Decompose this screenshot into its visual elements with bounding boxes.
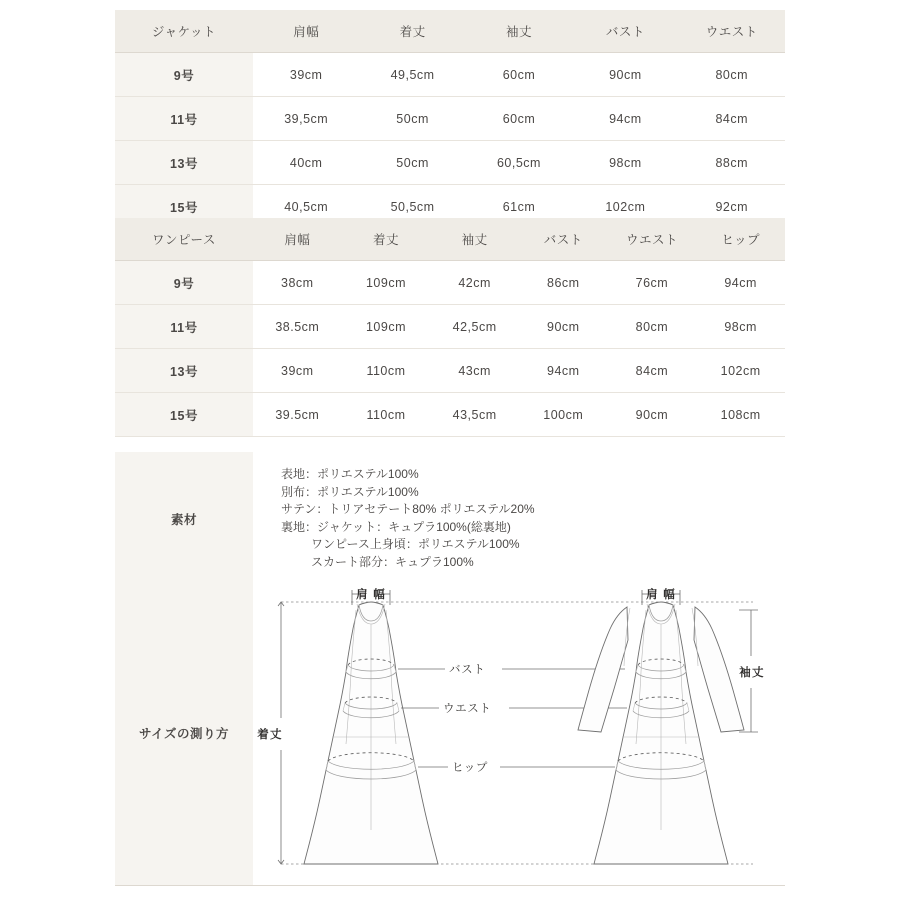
dress-cell-waist: 84cm <box>608 349 697 393</box>
jacket-row-size: 15号 <box>115 185 253 229</box>
left-figure-sleeveless-dress <box>257 587 438 864</box>
material-line-indented: ワンピース上身頃：ポリエステル100% <box>311 537 520 551</box>
table-row <box>115 393 785 437</box>
dress-cell-shoulder: 38cm <box>253 261 342 305</box>
left-shoulder-width-label: 肩 幅 <box>356 589 386 601</box>
center-label-waist: ウエスト <box>443 703 492 715</box>
jacket-table-body <box>115 53 785 229</box>
jacket-cell-sleeve: 60cm <box>466 53 572 97</box>
table-row <box>115 349 785 393</box>
table-row <box>115 141 785 185</box>
measurement-diagram-svg <box>253 580 785 885</box>
dress-cell-length: 110cm <box>342 393 431 437</box>
jacket-cell-bust: 94cm <box>572 97 678 141</box>
table-row <box>115 53 785 97</box>
dress-size-table <box>115 218 785 437</box>
jacket-row-size: 11号 <box>115 97 253 141</box>
dress-header-bust: バスト <box>519 218 608 261</box>
jacket-cell-waist: 84cm <box>679 97 785 141</box>
dress-cell-shoulder: 38.5cm <box>253 305 342 349</box>
dress-cell-waist: 80cm <box>608 305 697 349</box>
dress-cell-bust: 94cm <box>519 349 608 393</box>
jacket-cell-bust: 90cm <box>572 53 678 97</box>
dress-table-body <box>115 261 785 437</box>
measurement-guide-section <box>115 580 785 886</box>
jacket-row-size: 13号 <box>115 141 253 185</box>
jacket-cell-bust: 98cm <box>572 141 678 185</box>
dress-cell-hip: 102cm <box>696 349 785 393</box>
jacket-table-head <box>115 10 785 53</box>
dress-table-head <box>115 218 785 261</box>
dress-cell-hip: 98cm <box>696 305 785 349</box>
sleeve-length-dimension <box>739 610 765 732</box>
dress-cell-sleeve: 43,5cm <box>430 393 519 437</box>
jacket-cell-bust: 102cm <box>572 185 678 229</box>
dress-cell-hip: 108cm <box>696 393 785 437</box>
dress-cell-waist: 76cm <box>608 261 697 305</box>
jacket-cell-shoulder: 40cm <box>253 141 359 185</box>
dress-cell-bust: 100cm <box>519 393 608 437</box>
sleeve-length-label: 袖丈 <box>739 667 765 679</box>
table-header-row <box>115 10 785 53</box>
measurement-diagram <box>253 580 785 885</box>
jacket-header-shoulder: 肩幅 <box>253 10 359 53</box>
material-line: サテン：トリアセテート80% ポリエステル20% <box>281 502 535 516</box>
dress-row-size: 13号 <box>115 349 253 393</box>
center-label-hip: ヒップ <box>452 762 488 774</box>
dress-cell-bust: 86cm <box>519 261 608 305</box>
jacket-cell-shoulder: 40,5cm <box>253 185 359 229</box>
jacket-cell-length: 50cm <box>359 141 465 185</box>
table-row <box>115 305 785 349</box>
dress-row-size: 11号 <box>115 305 253 349</box>
jacket-header-length: 着丈 <box>359 10 465 53</box>
material-body <box>253 452 785 585</box>
dress-header-hip: ヒップ <box>696 218 785 261</box>
measurement-guide-block <box>115 580 785 886</box>
jacket-cell-waist: 88cm <box>679 141 785 185</box>
dress-header-length: 着丈 <box>342 218 431 261</box>
dress-header-waist: ウエスト <box>608 218 697 261</box>
jacket-header-category: ジャケット <box>115 10 253 53</box>
jacket-header-waist: ウエスト <box>679 10 785 53</box>
jacket-size-table <box>115 10 785 229</box>
jacket-row-size: 9号 <box>115 53 253 97</box>
right-shoulder-width-label: 肩 幅 <box>646 589 676 601</box>
dress-cell-shoulder: 39cm <box>253 349 342 393</box>
measurement-guide-label: サイズの測り方 <box>115 580 253 885</box>
dress-header-sleeve: 袖丈 <box>430 218 519 261</box>
dress-cell-waist: 90cm <box>608 393 697 437</box>
dress-cell-sleeve: 42,5cm <box>430 305 519 349</box>
jacket-size-table-wrapper <box>115 10 785 229</box>
material-block <box>115 452 785 586</box>
table-row <box>115 261 785 305</box>
center-label-bust: バスト <box>449 664 486 676</box>
jacket-cell-sleeve: 61cm <box>466 185 572 229</box>
material-line: 裏地：ジャケット：キュプラ100%(総裏地) <box>281 519 511 534</box>
dress-cell-bust: 90cm <box>519 305 608 349</box>
dress-cell-sleeve: 43cm <box>430 349 519 393</box>
jacket-cell-shoulder: 39,5cm <box>253 97 359 141</box>
table-header-row <box>115 218 785 261</box>
jacket-cell-waist: 80cm <box>679 53 785 97</box>
jacket-header-bust: バスト <box>572 10 678 53</box>
dress-cell-length: 109cm <box>342 261 431 305</box>
jacket-cell-length: 50cm <box>359 97 465 141</box>
dress-row-size: 9号 <box>115 261 253 305</box>
material-line-indented: スカート部分：キュプラ100% <box>311 554 474 569</box>
material-line: 別布：ポリエステル100% <box>281 484 419 499</box>
dress-header-shoulder: 肩幅 <box>253 218 342 261</box>
material-section <box>115 452 785 586</box>
jacket-cell-length: 49,5cm <box>359 53 465 97</box>
dress-row-size: 15号 <box>115 393 253 437</box>
jacket-cell-waist: 92cm <box>679 185 785 229</box>
dress-cell-length: 109cm <box>342 305 431 349</box>
jacket-header-sleeve: 袖丈 <box>466 10 572 53</box>
material-label: 素材 <box>115 452 253 585</box>
dress-cell-hip: 94cm <box>696 261 785 305</box>
dress-cell-sleeve: 42cm <box>430 261 519 305</box>
dress-size-table-wrapper <box>115 218 785 437</box>
right-figure-long-sleeve-dress <box>578 587 765 864</box>
jacket-cell-shoulder: 39cm <box>253 53 359 97</box>
dress-cell-shoulder: 39.5cm <box>253 393 342 437</box>
left-dress-length-dimension <box>257 602 284 864</box>
table-row <box>115 97 785 141</box>
jacket-cell-sleeve: 60cm <box>466 97 572 141</box>
dress-header-category: ワンピース <box>115 218 253 261</box>
jacket-cell-sleeve: 60,5cm <box>466 141 572 185</box>
dress-cell-length: 110cm <box>342 349 431 393</box>
material-line: 表地：ポリエステル100% <box>281 467 419 481</box>
left-dress-length-label: 着丈 <box>257 729 283 741</box>
jacket-cell-length: 50,5cm <box>359 185 465 229</box>
